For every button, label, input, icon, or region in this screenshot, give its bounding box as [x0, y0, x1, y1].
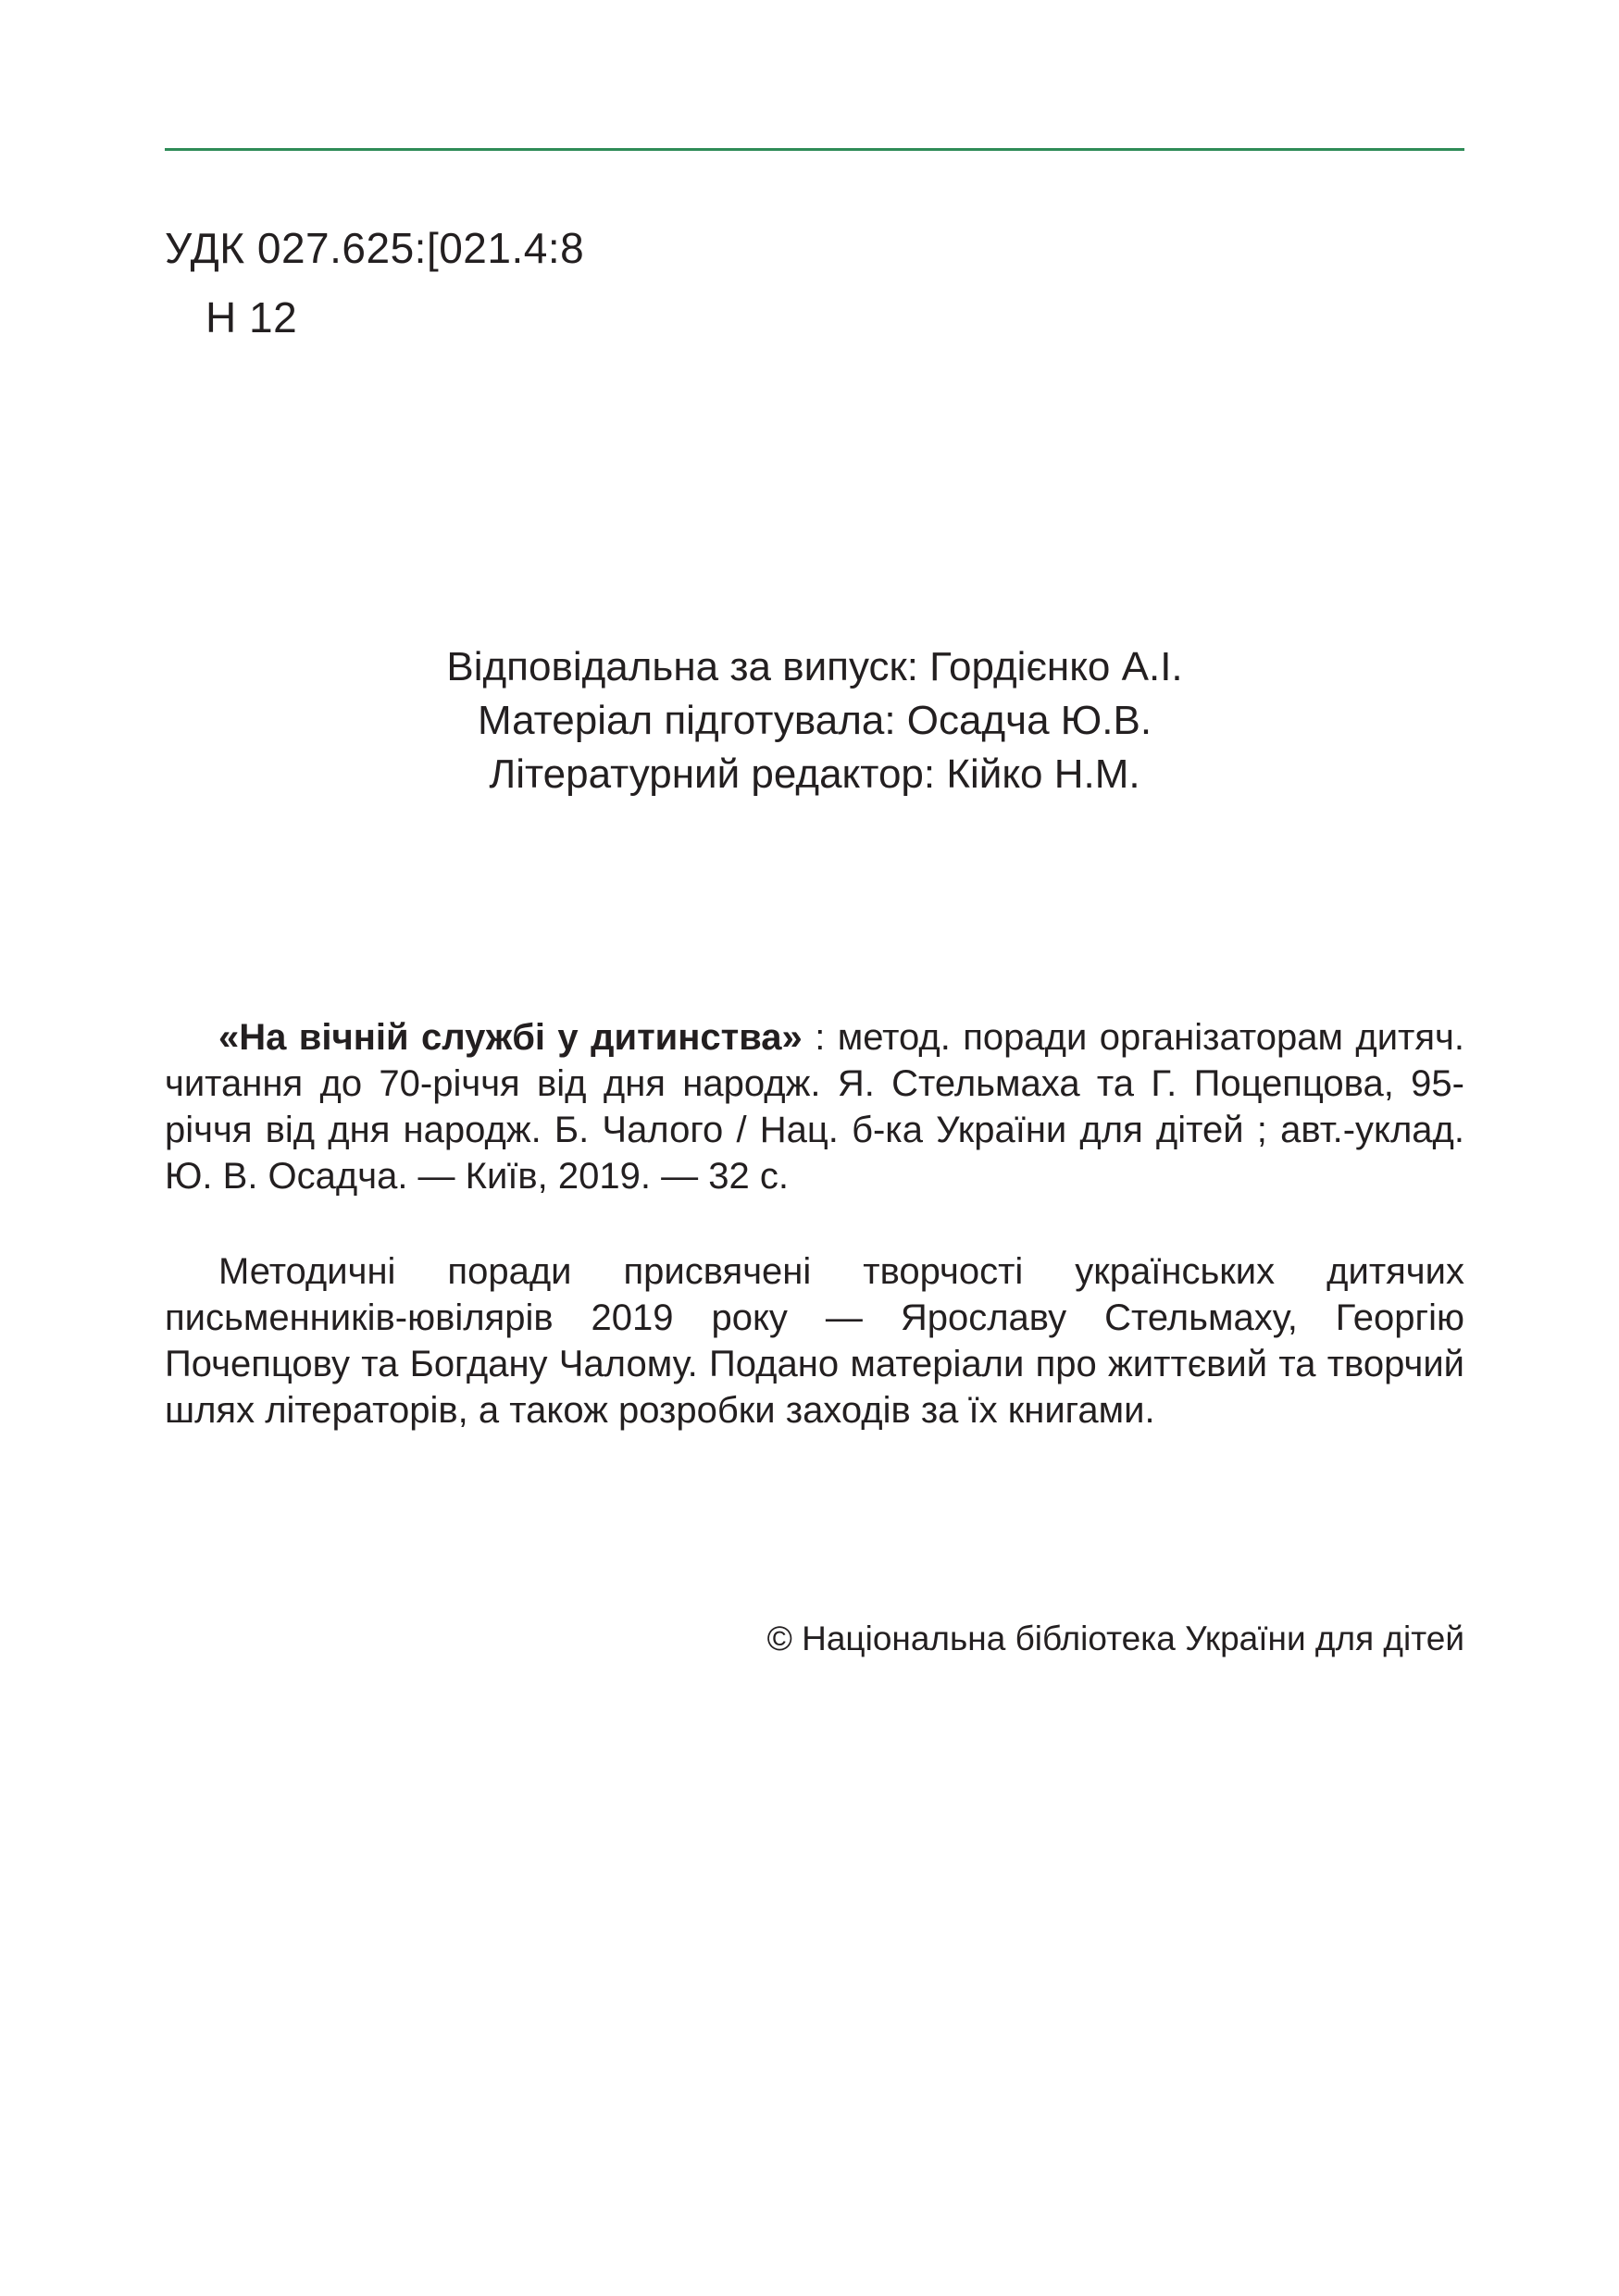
top-divider	[165, 148, 1464, 151]
credit-editor: Літературний редактор: Кійко Н.М.	[489, 751, 1140, 797]
credit-responsible: Відповідальна за випуск: Гордієнко А.І.	[446, 644, 1183, 689]
bibliographic-details: : метод. поради організаторам дитяч. читання до 70-річчя від дня народж. Я. Стельмаха та Г. Поцепцова, 95-річчя від дня народж. Б. Чалого / Нац. б-ка України для дітей ; авт.-уклад. Ю. В. Осадча. — Київ, 2019. — 32 с.	[165, 1017, 1464, 1197]
credit-prepared: Матеріал підготувала: Осадча Ю.В.	[477, 698, 1152, 743]
udk-code: УДК 027.625:[021.4:8	[165, 224, 585, 272]
bibliographic-description	[165, 1014, 1464, 1199]
credits-block	[165, 640, 1464, 801]
annotation-paragraph: Методичні поради присвячені творчості українських дитячих письменників-ювілярів 2019 року — Ярославу Стельмаху, Георгію Почепцову та Богдану Чалому. Подано матеріали про життєвий та творчий шлях літераторів, а також розробки заходів за їх книгами.	[165, 1251, 1464, 1431]
copyright-notice: © Національна бібліотека України для дітей	[766, 1620, 1464, 1657]
author-sign-index: Н 12	[205, 293, 298, 341]
book-title: «На вічній службі у дитинства»	[218, 1017, 803, 1058]
